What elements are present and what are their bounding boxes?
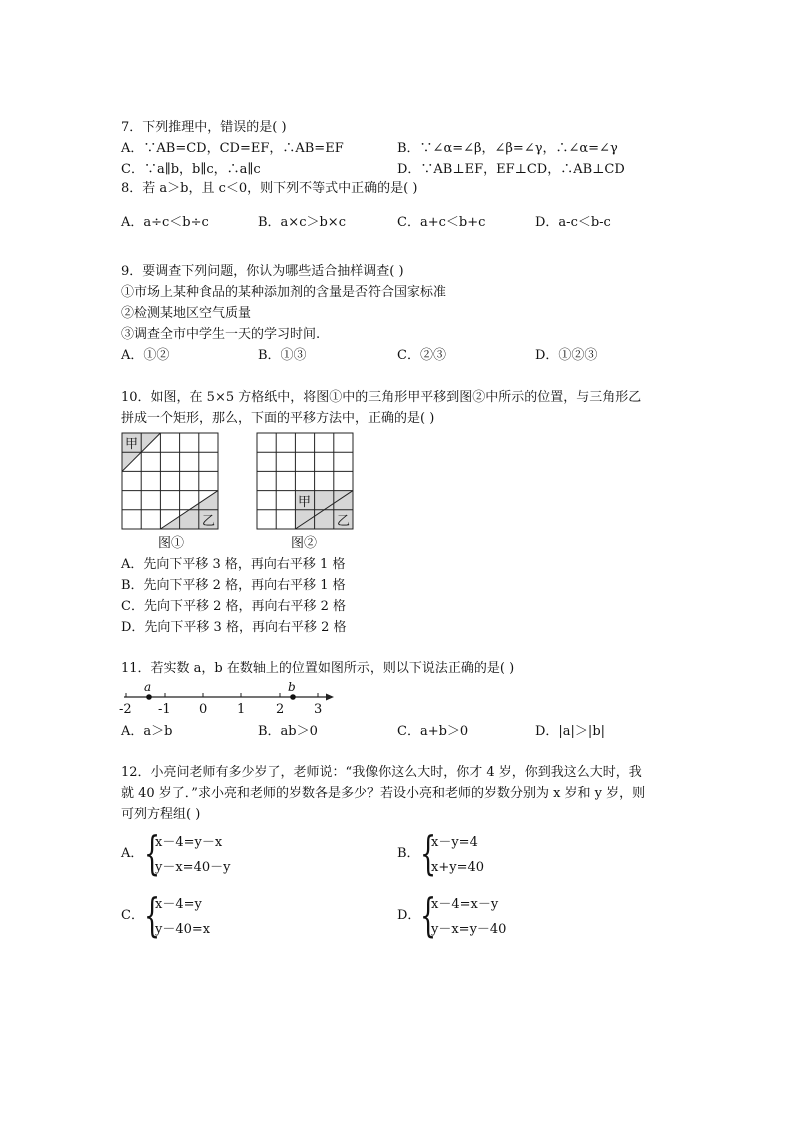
q12-option-c-label: C．	[121, 908, 144, 923]
q7-stem: 7．下列推理中，错误的是( )	[121, 120, 287, 135]
q10-option-b: B．先向下平移 2 格，再向右平移 1 格	[121, 578, 346, 593]
left-brace-icon: {	[420, 888, 437, 942]
point-b	[290, 694, 296, 700]
label-yi: 乙	[202, 514, 216, 529]
q10-option-c: C．先向下平移 2 格，再向右平移 2 格	[121, 599, 347, 614]
q9-item-2: ②检测某地区空气质量	[121, 306, 252, 321]
q8-option-b: B．a×c＞b×c	[258, 215, 346, 230]
tick-label: 1	[237, 702, 246, 716]
q12-option-c-eq1: x－4=y	[155, 897, 202, 912]
q7-option-a: A．∵AB=CD，CD=EF，∴AB=EF	[121, 141, 344, 156]
label-yi: 乙	[337, 514, 351, 529]
q10-figure-1-caption: 图①	[158, 536, 185, 551]
q9-option-c: C．②③	[397, 348, 446, 363]
tick-label: 0	[199, 702, 208, 716]
q10-figure-1-grid	[121, 432, 219, 530]
q12-option-b-label: B．	[397, 846, 420, 861]
q11-option-d: D．|a|＞|b|	[535, 724, 606, 739]
tick-label: 3	[314, 702, 323, 716]
q9-option-b: B．①③	[258, 348, 307, 363]
q12-option-b-eq2: x+y=40	[431, 860, 485, 875]
q10-figure-2-grid	[256, 432, 354, 530]
q12-option-c-eq2: y－40=x	[155, 922, 211, 937]
q12-option-d-eq2: y－x=y－40	[431, 922, 507, 937]
q10-stem-line2: 拼成一个矩形，那么，下面的平移方法中，正确的是( )	[121, 411, 435, 426]
tick-label: -2	[119, 702, 132, 716]
q9-item-3: ③调查全市中学生一天的学习时间.	[121, 327, 321, 342]
q12-option-d-label: D．	[397, 908, 421, 923]
q10-option-d: D．先向下平移 3 格，再向右平移 2 格	[121, 620, 347, 635]
left-brace-icon: {	[144, 888, 161, 942]
q11-option-c: C．a+b＞0	[397, 724, 469, 739]
q12-option-b-eq1: x－y=4	[431, 835, 478, 850]
q12-stem-line2: 就 40 岁了．”求小亮和老师的岁数各是多少？若设小亮和老师的岁数分别为 x 岁和 y 岁，则	[121, 786, 646, 801]
left-brace-icon: {	[144, 826, 161, 880]
axis-arrow-icon	[326, 694, 334, 701]
q10-option-a: A．先向下平移 3 格，再向右平移 1 格	[121, 557, 346, 572]
q11-option-a: A．a＞b	[121, 724, 173, 739]
label-jia: 甲	[298, 495, 312, 510]
q11-option-b: B．ab＞0	[258, 724, 318, 739]
q10-stem-line1: 10．如图，在 5×5 方格纸中，将图①中的三角形甲平移到图②中所示的位置，与三角形乙	[121, 390, 642, 405]
label-jia: 甲	[125, 437, 139, 452]
tick-label: -1	[158, 702, 171, 716]
q12-option-a-label: A．	[121, 846, 144, 861]
q7-option-d: D．∵AB⊥EF，EF⊥CD，∴AB⊥CD	[397, 162, 625, 177]
q9-stem: 9．要调查下列问题，你认为哪些适合抽样调查( )	[121, 264, 404, 279]
point-a	[146, 694, 152, 700]
q12-option-a-eq2: y－x=40－y	[155, 860, 231, 875]
q12-option-d-eq1: x－4=x－y	[431, 897, 499, 912]
left-brace-icon: {	[420, 826, 437, 880]
q8-option-d: D．a-c＜b-c	[535, 215, 611, 230]
q12-option-a-eq1: x－4=y－x	[155, 835, 223, 850]
q12-stem-line1: 12．小亮问老师有多少岁了，老师说：“我像你这么大时，你才 4 岁，你到我这么大时，我	[121, 765, 642, 780]
q9-option-d: D．①②③	[535, 348, 598, 363]
q8-option-c: C．a+c＜b+c	[397, 215, 486, 230]
q8-option-a: A．a÷c＜b÷c	[121, 215, 209, 230]
q12-stem-line3: 可列方程组( )	[121, 807, 201, 822]
q8-stem: 8．若 a＞b，且 c＜0，则下列不等式中正确的是( )	[121, 181, 418, 196]
q9-option-a: A．①②	[121, 348, 170, 363]
q11-number-line	[114, 680, 340, 716]
q11-stem: 11．若实数 a，b 在数轴上的位置如图所示，则以下说法正确的是( )	[121, 661, 515, 676]
point-a-label: a	[144, 680, 152, 694]
tick-label: 2	[276, 702, 285, 716]
q7-option-c: C．∵a∥b，b∥c，∴a∥c	[121, 162, 261, 177]
q9-item-1: ①市场上某种食品的某种添加剂的含量是否符合国家标准	[121, 285, 447, 300]
point-b-label: b	[288, 680, 296, 694]
q7-option-b: B．∵∠α=∠β，∠β=∠γ，∴∠α=∠γ	[397, 141, 618, 156]
q10-figure-2-caption: 图②	[291, 536, 318, 551]
